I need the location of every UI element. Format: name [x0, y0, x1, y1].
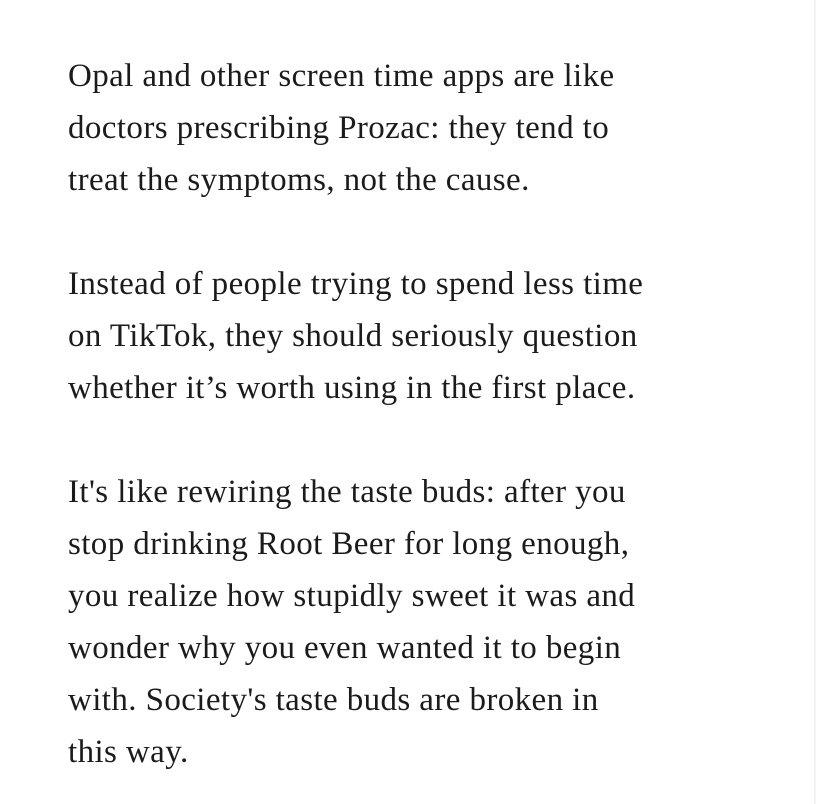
text-line: this way. — [68, 734, 189, 770]
text-line: on TikTok, they should seriously question — [68, 318, 638, 354]
text-line: whether it’s worth using in the first place. — [68, 370, 636, 406]
paragraph-screen-time-apps — [68, 50, 768, 206]
text-line: with. Society's taste buds are broken in — [68, 682, 599, 718]
paragraph-taste-buds — [68, 466, 768, 778]
text-line: Opal and other screen time apps are like — [68, 58, 615, 94]
text-line: doctors prescribing Prozac: they tend to — [68, 110, 610, 146]
text-line: treat the symptoms, not the cause. — [68, 162, 530, 198]
text-line: you realize how stupidly sweet it was and — [68, 578, 636, 614]
text-line: wonder why you even wanted it to begin — [68, 630, 622, 666]
text-line: Instead of people trying to spend less time — [68, 266, 644, 302]
text-line: It's like rewiring the taste buds: after you — [68, 474, 626, 510]
paragraph-tiktok — [68, 258, 768, 414]
text-line: stop drinking Root Beer for long enough, — [68, 526, 630, 562]
